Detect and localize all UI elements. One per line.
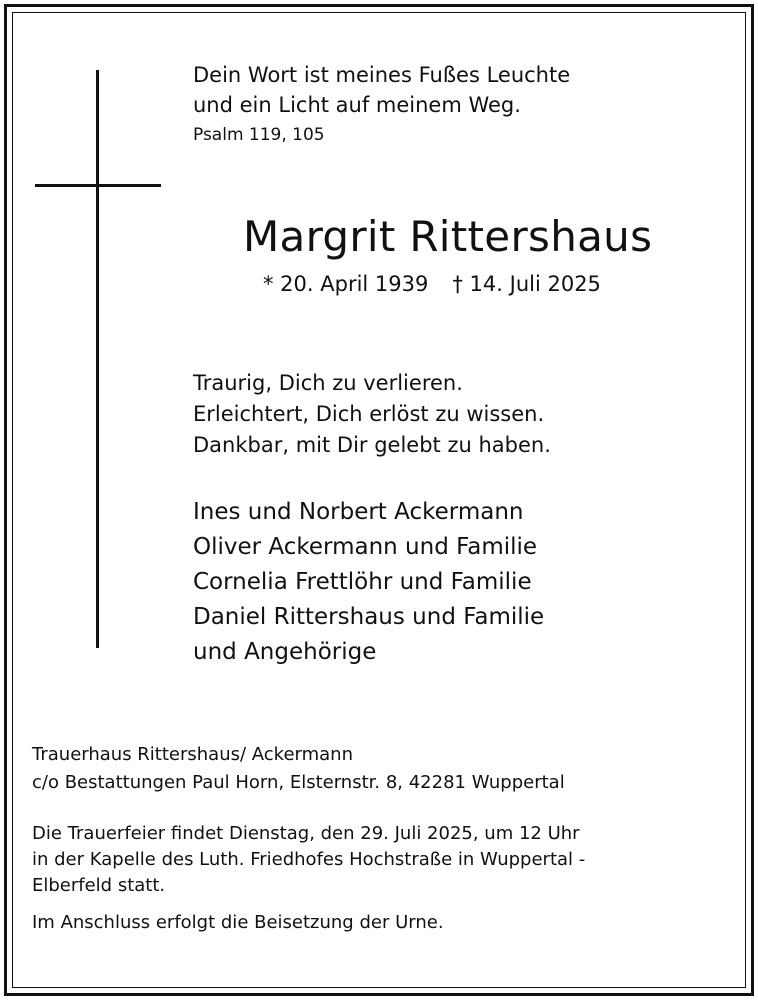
life-dates — [263, 272, 601, 296]
mourner: und Angehörige — [193, 639, 377, 665]
verse-line: Dein Wort ist meines Fußes Leuchte — [193, 63, 571, 87]
ceremony-info — [32, 821, 585, 899]
mourner: Ines und Norbert Ackermann — [193, 499, 524, 525]
address-line: c/o Bestattungen Paul Horn, Elsternstr. 8, 42281 Wuppertal — [32, 772, 565, 793]
urn-burial-note: Im Anschluss erfolgt die Beisetzung der Urne. — [32, 912, 444, 933]
ceremony-line: Die Trauerfeier findet Dienstag, den 29. Juli 2025, um 12 Uhr — [32, 823, 580, 844]
poem-line: Traurig, Dich zu verlieren. — [193, 371, 463, 395]
poem-line: Erleichtert, Dich erlöst zu wissen. — [193, 402, 545, 426]
mourning-address — [32, 741, 565, 797]
mourner: Cornelia Frettlöhr und Familie — [193, 569, 532, 595]
poem-line: Dankbar, mit Dir gelebt zu haben. — [193, 433, 551, 457]
cross-icon-bar — [35, 184, 161, 187]
mourner: Daniel Rittershaus und Familie — [193, 604, 545, 630]
birth-date: * 20. April 1939 — [263, 272, 429, 296]
deceased-name: Margrit Rittershaus — [243, 212, 653, 261]
ceremony-line: Elberfeld statt. — [32, 875, 166, 896]
bible-verse — [193, 60, 570, 120]
ceremony-line: in der Kapelle des Luth. Friedhofes Hochstraße in Wuppertal - — [32, 849, 586, 870]
death-date: † 14. Juli 2025 — [452, 272, 601, 296]
verse-reference: Psalm 119, 105 — [193, 125, 325, 145]
address-line: Trauerhaus Rittershaus/ Ackermann — [32, 744, 353, 765]
verse-line: und ein Licht auf meinem Weg. — [193, 93, 521, 117]
mourning-poem — [193, 368, 551, 461]
cross-icon — [96, 70, 99, 648]
mourners-list — [193, 495, 544, 670]
mourner: Oliver Ackermann und Familie — [193, 534, 538, 560]
